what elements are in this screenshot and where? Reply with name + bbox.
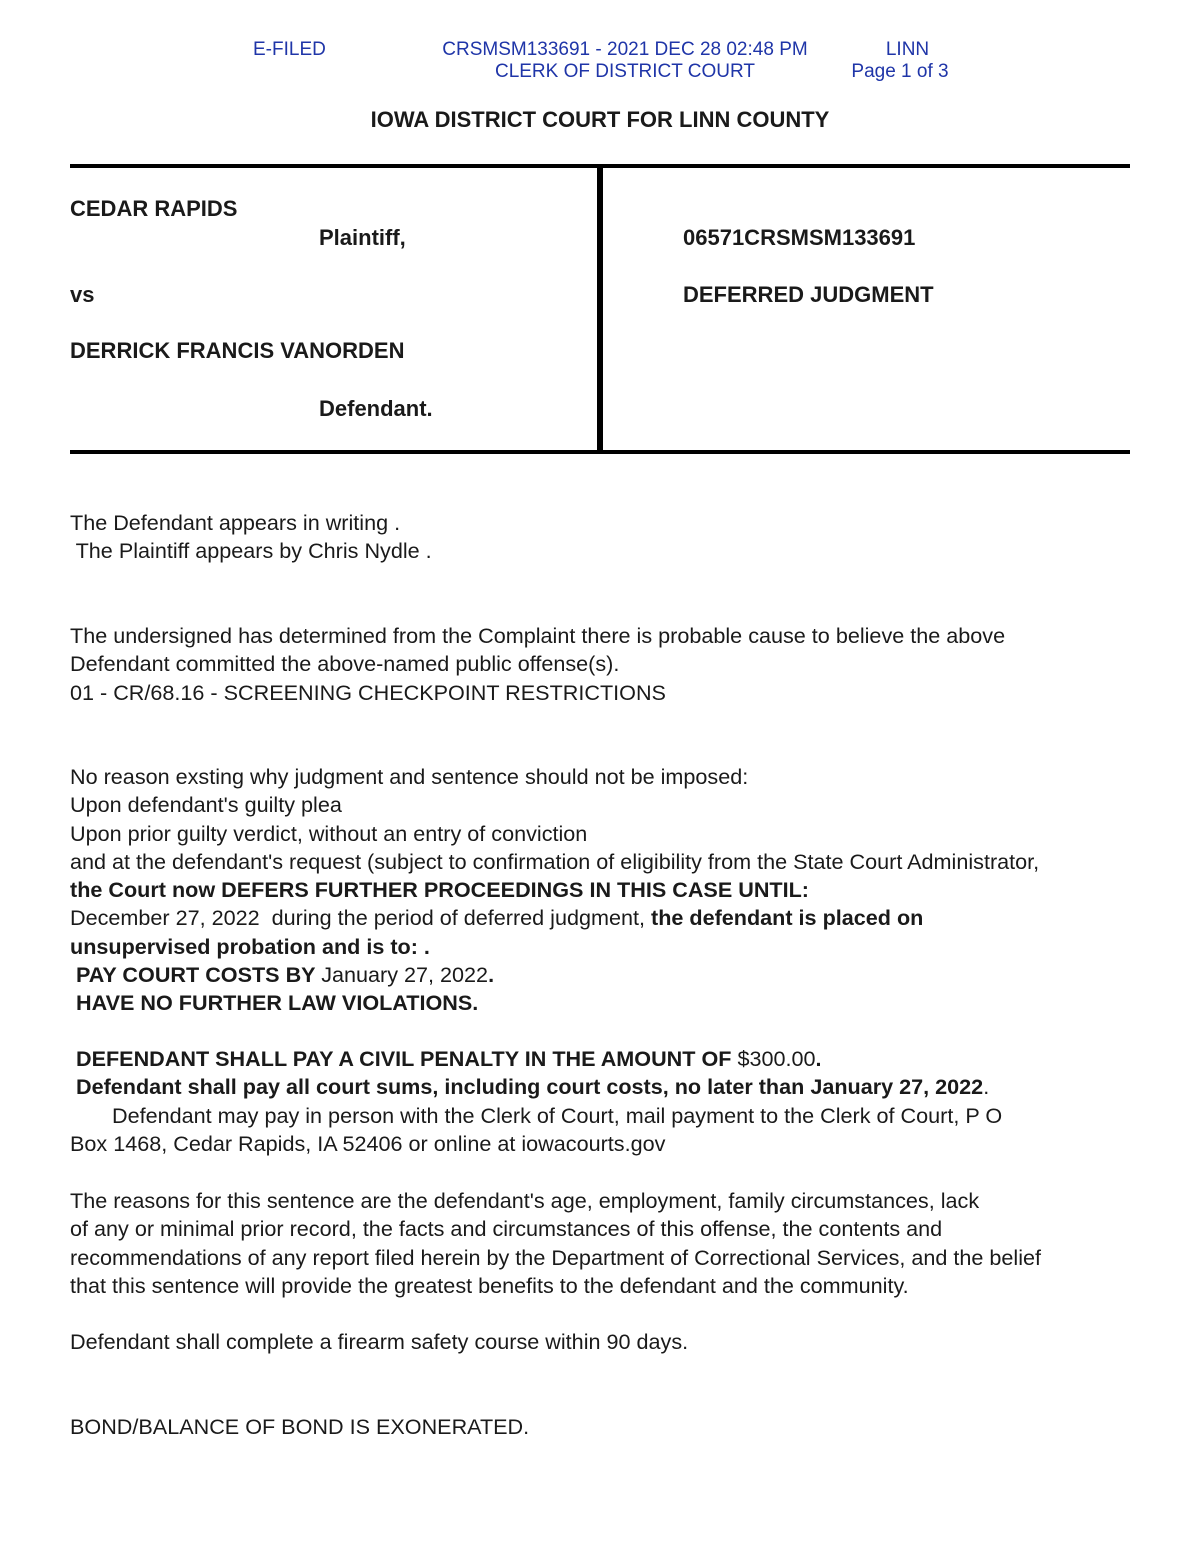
reasons-line: that this sentence will provide the greatest benefits to the defendant and the community. [70, 1272, 909, 1298]
penalty-section [70, 1045, 1145, 1158]
reasons-line: of any or minimal prior record, the facts and circumstances of this offense, the contents and [70, 1216, 943, 1242]
appearances [70, 509, 1145, 566]
judgment-line: and at the defendant's request (subject to confirmation of eligibility from the State Court Administrator, [70, 848, 1040, 874]
efiled-label: E-FILED [253, 39, 326, 60]
defer-proceedings: the Court now DEFERS FURTHER PROCEEDINGS IN THIS CASE UNTIL: [70, 877, 809, 903]
judgment-line: No reason exsting why judgment and sentence should not be imposed: [70, 764, 749, 789]
probable-cause-section [70, 622, 1145, 707]
reasons-line: recommendations of any report filed herein by the Department of Correctional Services, and the belief [70, 1244, 1042, 1270]
defer-until-date: December 27, 2022 during the period of deferred judgment, [70, 905, 651, 931]
case-number: 06571CRSMSM133691 [683, 225, 916, 250]
firearm-condition: Defendant shall complete a firearm safety course within 90 days. [70, 1329, 689, 1354]
civil-penalty-end: . [815, 1046, 822, 1071]
judgment-line: Upon prior guilty verdict, without an entry of conviction [70, 820, 588, 846]
probable-cause-line: Defendant committed the above-named public offense(s). [70, 651, 620, 677]
efiling-case-stamp: CRSMSM133691 - 2021 DEC 28 02:48 PM [442, 39, 808, 60]
probable-cause-line: The undersigned has determined from the Complaint there is probable cause to believe the above [70, 623, 1006, 648]
civil-penalty-amount: $300.00 [737, 1046, 816, 1071]
payment-instructions: Defendant may pay in person with the Clerk of Court, mail payment to the Clerk of Court, P O [70, 1102, 1003, 1128]
efiling-page-number: Page 1 of 3 [851, 61, 949, 82]
payment-address: Box 1468, Cedar Rapids, IA 52406 or online at iowacourts.gov [70, 1130, 666, 1156]
civil-penalty-label: DEFENDANT SHALL PAY A CIVIL PENALTY IN THE AMOUNT OF [70, 1046, 738, 1071]
probation-statement: the defendant is placed on [651, 905, 924, 931]
reasons-line: The reasons for this sentence are the defendant's age, employment, family circumstances, lack [70, 1188, 980, 1213]
defendant-appearance: The Defendant appears in writing . [70, 510, 401, 535]
plaintiff-appearance: The Plaintiff appears by Chris Nydle . [70, 538, 432, 564]
court-costs-end: . [488, 962, 495, 988]
sentence-reasons [70, 1187, 1145, 1300]
probation-type: unsupervised probation and is to: . [70, 933, 430, 959]
no-violations-condition: HAVE NO FURTHER LAW VIOLATIONS. [70, 990, 479, 1016]
bond-exonerated: BOND/BALANCE OF BOND IS EXONERATED. [70, 1414, 530, 1439]
court-costs-label: PAY COURT COSTS BY [70, 962, 322, 988]
efiling-clerk: CLERK OF DISTRICT COURT [494, 61, 756, 82]
offense-charge: 01 - CR/68.16 - SCREENING CHECKPOINT RESTRICTIONS [70, 679, 666, 705]
plaintiff-name: CEDAR RAPIDS [70, 196, 238, 221]
caption-divider [597, 166, 603, 454]
versus-label: vs [70, 282, 95, 307]
judgment-section [70, 763, 1145, 1018]
defendant-name: DERRICK FRANCIS VANORDEN [70, 338, 405, 363]
court-costs-date: January 27, 2022 [321, 962, 489, 988]
judgment-line: Upon defendant's guilty plea [70, 792, 342, 818]
court-title: IOWA DISTRICT COURT FOR LINN COUNTY [370, 107, 830, 132]
caption-bottom-rule [70, 450, 1130, 454]
document-type: DEFERRED JUDGMENT [683, 282, 934, 307]
court-sums-deadline: Defendant shall pay all court sums, including court costs, no later than January 27, 2022 [70, 1074, 984, 1100]
plaintiff-label: Plaintiff, [319, 225, 406, 250]
efiling-county: LINN [885, 39, 930, 60]
defendant-label: Defendant. [319, 396, 433, 421]
court-sums-end: . [983, 1074, 990, 1100]
